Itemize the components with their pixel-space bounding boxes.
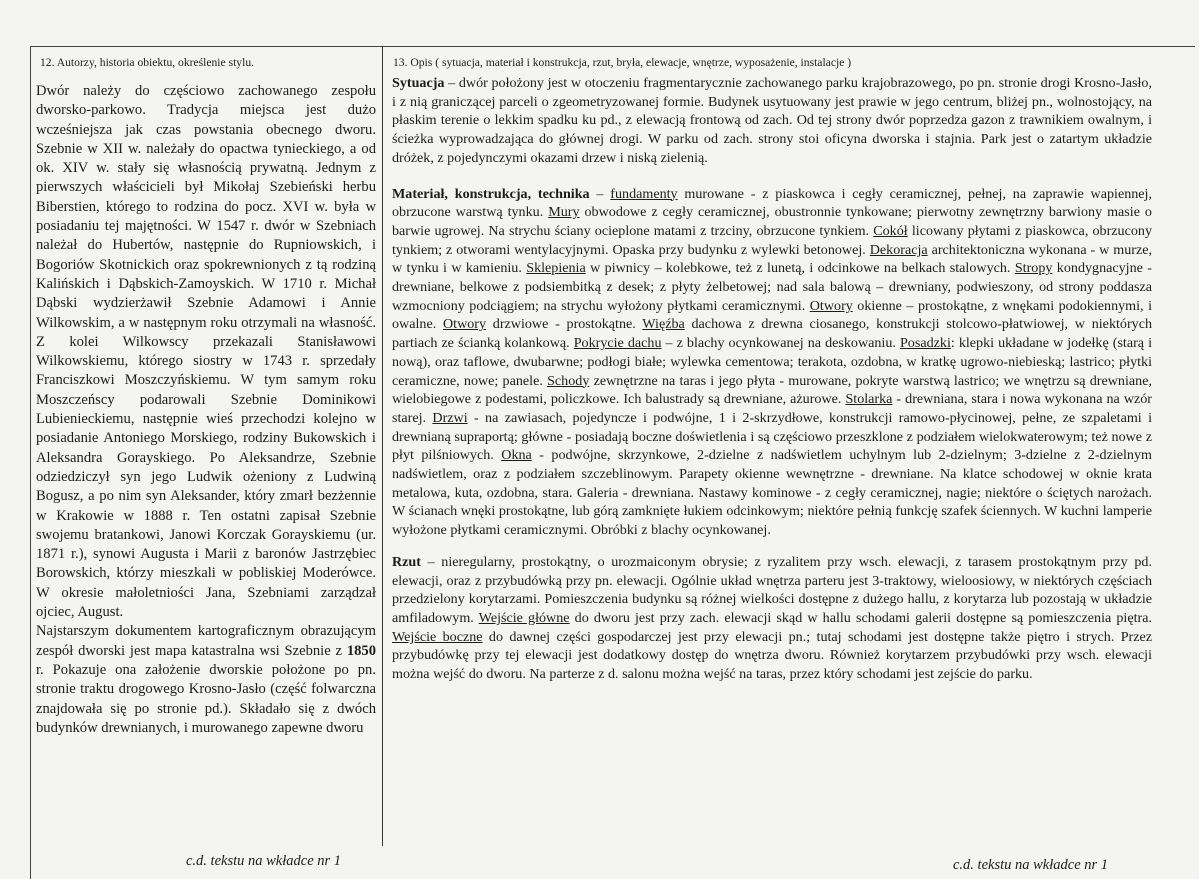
body-text: okienne – prostokątne, z wnękami podokiennymi, i owalne. — [392, 297, 1152, 333]
body-text: murowane - z piaskowca i cegły ceramicznej, pełnej, na zaprawie wapiennej, obrzucone warstwą tynku. — [392, 185, 1152, 221]
section-13-description — [392, 56, 1152, 684]
underlined-term: Dekoracja — [869, 241, 928, 258]
situation-paragraph — [392, 74, 1152, 168]
body-text: : klepki układane w jodełkę (starą i nową), oraz taflowe, dwubarwne; podłogi białe; wylewka cementowa; terakota, ozdobna, w kratkę ugrowo-niebieską; lastrico; płytki ceramiczne, nowe; panele. — [392, 335, 1153, 389]
underlined-term: Wejście boczne — [392, 628, 483, 645]
paragraph-gap — [392, 540, 1152, 553]
underlined-term: Sklepienia — [526, 260, 586, 277]
underlined-term: Otwory — [809, 297, 853, 314]
floor-plan-title: Rzut — [392, 553, 421, 570]
body-text: - na zawiasach, pojedyncze i podwójne, 1 i 2-skrzydłowe, konstrukcji ramowo-płycinowej, pełne, ze szpaletami i drewnianą supraportą; główne - posiadają boczne doświetlenia i są częściowo przeszklone z podziałem wielokwaterowym; też nowe z płyt pilśniowych. — [392, 409, 1152, 464]
body-text: – z blachy ocynkowanej na deskowaniu. — [661, 335, 900, 352]
history-paragraph-2 — [36, 622, 376, 738]
body-text: - podwójne, skrzynkowe, 2-dzielne z nadświetlem uchylnym lub 2-dzielnym; 3-dzielne z 2-dzielnym nadświetlem, oraz z podziałem szczeblinowym. Parapety okienne wewnętrzne - drewniane. Na klatce schodowej w oknie krata metalowa, kuta, ozdobna, stara. Galeria - drewniana. Nastawy kominowe - z cegły ceramicznej, nagie; niektóre o ściętych narożach. W ścianach wnęki prostokątne, lub górą zamknięte łukiem odcinkowym; niektóre pełnią funkcję szafek ściennych. W kuchni lamperie wyłożone płytkami ceramicznymi. Obróbki z blachy ocynkowanej. — [392, 447, 1152, 539]
paragraph-gap — [392, 168, 1152, 185]
body-text: dachowa z drewna ciosanego, konstrukcji stolcowo-płatwiowej, w niektórych partiach ze ścianką kolankową. — [392, 316, 1152, 352]
underlined-term: Drzwi — [432, 409, 468, 426]
underlined-term: Otwory — [442, 316, 487, 333]
situation-title: Sytuacja — [392, 75, 445, 91]
body-text: obwodowe z cegły ceramicznej, obustronnie tynkowane; pierwotny zewnętrzny barwiony masie o barwie ugrowej. Na strychu ściany ocieplone matami z trzciny, obrzucone tynkiem. — [392, 204, 1152, 239]
underlined-term: Cokół — [873, 222, 908, 239]
underlined-term: Okna — [501, 447, 532, 464]
body-text: - drewniana, stara i nowa wykonana na wzór starej. — [392, 391, 1152, 426]
history-p2-text-b: r. Pokazuje ona założenie dworskie położone po pn. stronie traktu drogowego Krosno-Jasło (część folwarczna znajdowała się po stronie pd.). Składało się z dwóch budynków drewnianych, i murowanego zapewne dworu — [36, 661, 376, 736]
underlined-term: Posadzki — [899, 335, 951, 352]
history-paragraph-1: Dwór należy do częściowo zachowanego zespołu dworsko-parkowo. Tradycja miejsca jest dużo wcześniejsza jak czas powstania obecnego dworu. Szebnie w XII w. należały do opactwa tynieckiego, a od ok. XIV w. stały się własnością prywatną. Jednym z pierwszych właścicieli był Mikołaj Szebieński herbu Biberstien, którego to rodzina do pocz. XVI w. była w posiadaniu tej majętności. W 1547 r. dwór w Szebniach należał do Hubertów, następnie do Rupniowskich, i Bogoriów Skotnickich oraz spokrewnionych z tą rodziną Kalińskich i Dąbskich-Zamoyskich. W 1710 r. Michał Dąbski wydzierżawił Szebnie Adamowi i Annie Wilkowskim, a w następnym roku otrzymali na własność. Z kolei Wilkowscy przekazali Stanisławowi Wilkowskiemu, którego siostry w 1743 r. sprzedały Franciszkowi Moszczyńskiemu. W tym samym roku Moszczeńscy podarowali Szebnie Dominikowi Lubienieckiemu, następnie wieś przechodzi kolejno w posiadanie Antoniego Morskiego, rodziny Bukowskich i Aleksandra Gorayskiego. Po Aleksandrze, Szebnie odziedziczył syn jego Ludwik ożeniony z Ludwiną Bogusz, a po nim syn Aleksander, który zmarł bezżennie w Krakowie w 1888 r. Ten ostatni zapisał Szebnie swojemu bratankowi, Janowi Korczak Gorayskiemu (ur. 1871 r.), synowi Augusta i Marii z baronów Jastrzębiec Borowskich, którzy mieszkali w pobliskiej Moderówce. W okresie małoletniości Jana, Szebniami zarządzał ojciec, August. — [36, 83, 376, 621]
history-p2-text-a: Najstarszym dokumentem kartograficznym obrazującym zespół dworski jest mapa katastralna wsi Szebnie z — [36, 623, 376, 659]
underlined-term: Wejście główne — [478, 609, 570, 626]
right-continuation-note: c.d. tekstu na wkładce nr 1 — [953, 857, 1109, 873]
body-text: kondygnacyjne - drewniane, belkowe z podsiembitką z desek; z płyty żelbetowej; nad sala balową – drewniany, podwieszony, od strony poddasza wzmocniony podciągiem; na strychu wyłożony płytkami ceramicznymi. — [392, 260, 1152, 314]
body-text: do dworu jest przy zach. elewacji skąd w hallu schodami galerii dostępne są pomieszczenia piętra. — [569, 609, 1152, 626]
body-text: – nieregularny, prostokątny, o urozmaiconym obrysie; z ryzalitem przy wsch. elewacji, z tarasem prostokątnym przy pd. elewacji, oraz z przybudówką przy pn. elewacji. Ogólnie układ wnętrza parteru jest 3-traktowy, wieloosiowy, w niektórych częściach przedzielony korytarzami. Pomieszczenia budynku są różnej wielkości dostępne z dużego hallu, z korytarza lub pozostają w układzie amfiladowym. — [392, 553, 1152, 626]
material-construction-title: Materiał, konstrukcja, technika — [392, 185, 590, 202]
body-text: – — [589, 185, 611, 202]
material-construction-paragraph — [392, 185, 1152, 540]
column-divider — [382, 46, 383, 846]
section-12-history — [36, 56, 376, 738]
underlined-term: Mury — [548, 204, 580, 221]
body-text: w piwnicy – kolebkowe, też z lunetą, i odcinkowe na belkach stalowych. — [585, 260, 1015, 277]
situation-text: – dwór położony jest w otoczeniu fragmentarycznie zachowanego parku krajobrazowego, po pn. stronie drogi Krosno-Jasło, i z nią graniczącej parceli o zgeometryzowanej formie. Budynek usytuowany jest prawie w jego centrum, bliżej pn., wolnostojący, na płaskim terenie o lekkim spadku ku pd., z elewacją frontową od zach. Od tej strony dwór poprzedza gazon z trawnikiem owalnym, i ścieżka wyprowadzająca do głównej drogi. W parku od zach. strony stoi oficyna dworska i stajnia. Park jest o zatartym układzie dróżek, z pojedynczymi okazami drzew i niską zielenią. — [392, 75, 1152, 166]
underlined-term: Pokrycie dachu — [573, 335, 662, 352]
body-text: architektoniczna wykonana - w murze, w tynku i w kamieniu. — [392, 241, 1152, 277]
cadastral-map-year: 1850 — [346, 642, 376, 659]
underlined-term: Więźba — [642, 316, 685, 333]
floor-plan-paragraph — [392, 553, 1152, 684]
body-text: zewnętrzne na taras i jego płyta - murowane, pokryte warstwą lastrico; we wnętrzu są drewniane, wielobiegowe z podestami, policzkowe. Ich balustrady są drewniane, ażurowe. — [392, 372, 1152, 408]
underlined-term: Stropy — [1014, 260, 1053, 277]
left-continuation-note: c.d. tekstu na wkładce nr 1 — [186, 853, 342, 869]
body-text: drzwiowe - prostokątne. — [486, 316, 643, 333]
body-text: licowany płytami z piaskowca, obrzucony tynkiem; z otworami wentylacyjnymi. Opaska przy budynku z wylewki betonowej. — [392, 222, 1152, 258]
underlined-term: Schody — [547, 372, 590, 389]
section-12-heading: 12. Autorzy, historia obiektu, określenie stylu. — [40, 56, 255, 69]
section-13-heading: 13. Opis ( sytuacja, materiał i konstrukcja, rzut, bryła, elewacje, wnętrze, wyposażenie, instalacje ) — [393, 56, 852, 69]
underlined-term: fundamenty — [610, 185, 678, 202]
body-text: do dawnej części gospodarczej jest przy elewacji pn.; tutaj schodami jest dostępne także piętro i strych. Przez przybudówkę przy tej elewacji jest dodatkowy dostęp do wnętrza dworu. Również korytarzem przybudówki przy wsch. elewacji można wejść do dworu. Na parterze z d. salonu można wejść na taras, przez który schodami jest zejście do parku. — [392, 628, 1153, 683]
underlined-term: Stolarka — [845, 391, 893, 408]
